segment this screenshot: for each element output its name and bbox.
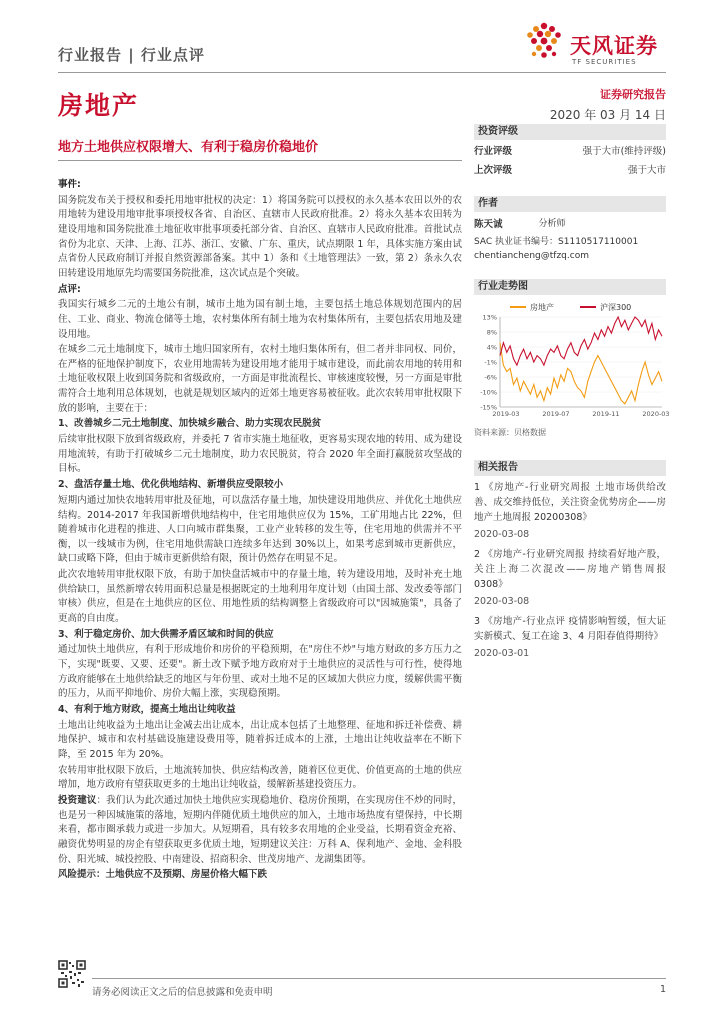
risk-warning: 风险提示：土地供应不及预期、房屋价格大幅下跌 <box>58 869 268 881</box>
body-paragraph: 土地出让纯收益为土地出让金减去出让成本，出让成本包括了土地整理、征地和拆迁补偿费、耕地保护、城市和农村基础设施建设费用等，随着拆迁成本的上涨，土地出让纯收益率在不断下降，至 2015 年为 20%。 <box>58 719 462 760</box>
trend-chart-svg <box>474 295 670 425</box>
chart-source: 资料来源：贝格数据 <box>474 428 546 437</box>
sector-title: 房地产 <box>58 91 140 120</box>
logo-english-text: TF SECURITIES <box>572 58 637 66</box>
body-paragraph: 农转用审批权限下放后，土地流转加快、供应结构改善，随着区位更优、价值更高的土地的供应增加，地方政府有望获取更多的土地出让纯收益，缓解新基建投资压力。 <box>58 764 462 791</box>
y-tick-label: -15% <box>480 403 497 412</box>
series-line-1 <box>500 317 662 365</box>
y-tick-label: 4% <box>486 343 497 352</box>
tf-securities-logo <box>520 20 670 70</box>
author-cert: SAC 执业证书编号：S1110517110001 <box>474 237 639 247</box>
related-report-date: 2020-03-01 <box>474 648 530 659</box>
subsection-heading: 4、有利于地方财政，提高土地出让纯收益 <box>58 704 236 716</box>
section-label: 事件: <box>58 179 81 190</box>
headline-divider <box>58 160 462 161</box>
y-tick-label: -6% <box>484 373 497 382</box>
header-divider <box>58 72 666 73</box>
x-tick-label: 2019-11 <box>592 410 620 418</box>
page-number: 1 <box>659 984 666 995</box>
body-paragraph: 国务院发布关于授权和委托用地审批权的决定：1）将国务院可以授权的永久基本农田以外的农用地转为建设用地审批事项授权各省、自治区、直辖市人民政府批准。2）将永久基本农田转为建设用地和国务院批准土地征收审批事项委托部分省、自治区、直辖市人民政府批准。首批试点省份为北京、天津、上海、江苏、浙江、安徽、广东、重庆，试点期限 1 年，具体实施方案由试点省份人民政府制订并报自然资源部备案。其中 1）条和《土地管理法》一致，第 2）条永久农田转建设用地原先均需要国务院批准，这次试点是个突破。 <box>58 194 462 279</box>
related-report-date: 2020-03-08 <box>474 596 530 607</box>
y-tick-label: 8% <box>486 328 497 337</box>
footer-divider <box>92 978 666 979</box>
author-name: 陈天诚 <box>474 219 503 230</box>
x-tick-label: 2019-07 <box>542 410 570 418</box>
prev-rating-row <box>474 159 666 178</box>
investment-advice-text: ：我们认为此次通过加快土地供应实现稳地价、稳房价预期，在实现房住不炒的同时，也是另一种因城施策的落地，短期内伴随优质土地供应的加入，土地市场热度有望保持，中长期来看，都市圈承载力或进一步加大。从短期看，具有较多农用地的企业受益，长期看资金充裕、融资优势明显的房企有望获取更多优质土地，短期建议关注：万科 A、保利地产、金地、金科股份、阳光城、城投控股、中南建设、招商积余、世茂房地产、龙湖集团等。 <box>58 795 462 865</box>
author-email[interactable]: chentiancheng@tfzq.com <box>474 251 589 261</box>
report-category: 行业报告 | 行业点评 <box>58 46 205 64</box>
prev-rating-value: 强于大市 <box>627 165 666 176</box>
rating-header: 投资评级 <box>474 124 666 140</box>
body-paragraph: 我国实行城乡二元的土地公有制，城市土地为国有制土地，主要包括土地总体规划范围内的居住、工业、商业、物流仓储等土地，农村集体所有制土地为农村集体所有，主要包括农用地及建设用地。 <box>58 299 462 340</box>
report-type-label: 证券研究报告 <box>600 88 666 101</box>
subsection-heading: 1、改善城乡二元土地制度、加快城乡融合、助力实现农民脱贫 <box>58 418 322 430</box>
body-paragraph: 短期内通过加快农地转用审批及征地，可以盘活存量土地，加快建设用地供应、并优化土地供应结构。2014-2017 年我国新增供地结构中，住宅用地供应仅为 15%，工矿用地占比 22%，但随着城市化进程的推进、人口向城市群集聚，工业产业转移的发生等，住宅用地的供需并不平衡，以一线城市为例，住宅用地供需缺口连续多年达到 30%以上，如果考虑到城市更新供应，缺口或略下降，但由于城市更新供给有限，预计仍然存在明显不足。 <box>58 494 462 565</box>
x-tick-label: 2019-03 <box>492 410 520 418</box>
body-paragraph: 后续审批权限下放到省级政府，并委托 7 省市实施土地征收，更容易实现农地的转用、成为建设用地流转，有助于打破城乡二元土地制度，助力农民脱贫，符合 2020 年全面打赢脱贫攻坚战的目标。 <box>58 434 462 475</box>
y-tick-label: -10% <box>480 388 497 397</box>
author-header: 作者 <box>474 196 666 212</box>
logo-chinese-text: 天风证券 <box>570 34 658 58</box>
related-report-title[interactable]: 1 《房地产-行业研究周报 土地市场供给改善、成交维持低位，关注资金优势房企——房地产土地周报 20200308》 <box>474 482 666 523</box>
related-header: 相关报告 <box>474 460 666 476</box>
body-paragraph: 在城乡二元土地制度下，城市土地归国家所有，农村土地归集体所有，但二者并非同权、同价，在严格的征地保护制度下，农业用地需转为建设用地才能用于城市建设，而此前农用地的转用和土地征收权限上收到国务院和省级政府，一方面是审批流程长、审核速度较慢，另一方面是审批需符合土地利用总体规划，也就是规划区域内的近郊土地更容易被征收。此次农转用审批权限下放的影响，主要在于： <box>58 344 462 414</box>
author-row <box>474 214 666 232</box>
investment-advice-label: 投资建议 <box>58 795 97 807</box>
footer-disclaimer: 请务必阅读正文之后的信息披露和免责申明 <box>92 987 273 998</box>
related-report-title[interactable]: 2 《房地产-行业研究周报 持续看好地产股，关注上海二次混改——房地产销售周报 0308》 <box>474 549 666 590</box>
tf-logo-icon <box>520 20 568 68</box>
y-tick-label: -1% <box>484 358 497 367</box>
subsection-heading: 3、利于稳定房价、加大供需矛盾区域和时间的供应 <box>58 628 274 640</box>
industry-rating-row <box>474 140 666 159</box>
report-headline: 地方土地供应权限增大、有利于稳房价稳地价 <box>58 140 319 155</box>
author-title: 分析师 <box>538 219 566 229</box>
legend-label: 房地产 <box>530 303 554 312</box>
main-body <box>58 178 462 884</box>
trend-header: 行业走势图 <box>474 279 666 295</box>
body-paragraph: 此次农地转用审批权限下放，有助于加快盘活城市中的存量土地，转为建设用地，及时补充土地供给缺口，虽然新增农转用面积总量是根据既定的土地利用年度计划（由国土部、发改委等部门审核）供应，但是在土地供应的区位、用地性质的结构调整上省级政府可以"因城施策"，具备了更高的自由度。 <box>58 569 462 624</box>
industry-rating-label: 行业评级 <box>474 146 513 157</box>
related-report-date: 2020-03-08 <box>474 529 530 540</box>
industry-rating-value: 强于大市(维持评级) <box>582 146 666 157</box>
sidebar <box>474 124 670 666</box>
prev-rating-label: 上次评级 <box>474 165 513 176</box>
subsection-heading: 2、盘活存量土地、优化供地结构、新增供应受限较小 <box>58 479 284 491</box>
x-tick-label: 2020-03 <box>642 410 670 418</box>
legend-label: 沪深300 <box>600 303 632 312</box>
qr-code-icon <box>58 960 86 988</box>
related-reports <box>474 480 666 661</box>
report-date: 2020 年 03 月 14 日 <box>549 108 666 122</box>
trend-chart <box>474 295 670 425</box>
y-tick-label: 13% <box>482 313 497 322</box>
body-paragraph: 通过加快土地供应，有利于形成地价和房价的平稳预期，在"房住不炒"与地方财政的多方压力之下，实现"既要、又要、还要"。新土改下赋予地方政府对于土地供应的灵活性与可行性，使得地方政府能够在土地供给缺乏的地区与年份里、或对土地不足的区域加大供应力度，缓解供需平衡的压力，从而平抑地价、房价大幅上涨，实现稳预期。 <box>58 644 462 700</box>
section-label: 点评: <box>58 283 81 295</box>
related-report-title[interactable]: 3 《房地产-行业点评 疫情影响暂缓，恒大证实新模式、复工在途 3、4 月阳春值得期待》 <box>474 616 666 642</box>
investment-advice <box>58 794 462 867</box>
